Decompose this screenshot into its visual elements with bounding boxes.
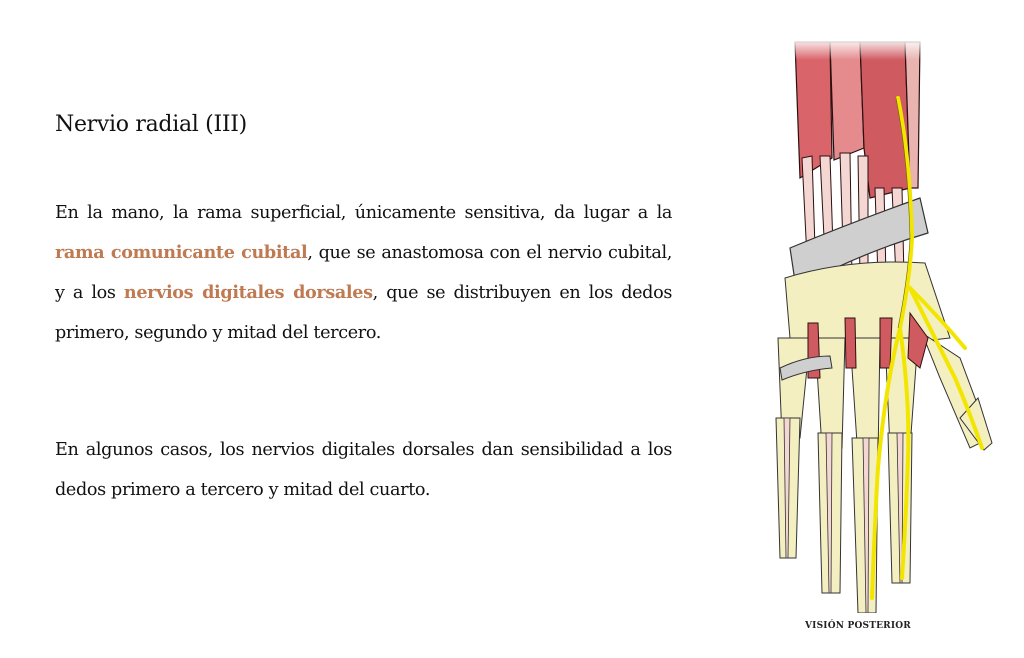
hand-anatomy-illustration xyxy=(760,38,1000,613)
paragraph-text: En la mano, la rama superficial, únicamente sensitiva, da lugar a la xyxy=(55,203,672,223)
link-nervios-digitales-dorsales[interactable]: nervios digitales dorsales xyxy=(123,282,373,303)
slide-title: Nervio radial (III) xyxy=(55,112,247,137)
paragraph-radial-hand xyxy=(55,193,672,353)
paragraph-text: , que se anastomosa con el nervio cubital, y a los xyxy=(55,243,673,303)
paragraph-text: , que se distribuyen en los dedos primero, segundo y mitad del tercero. xyxy=(55,283,673,343)
link-rama-comunicante-cubital[interactable]: rama comunicante cubital xyxy=(55,242,308,263)
paragraph-variants: En algunos casos, los nervios digitales dorsales dan sensibilidad a los dedos primero a tercero y mitad del cuarto. xyxy=(55,440,672,500)
figure-caption: VISIÓN POSTERIOR xyxy=(805,621,911,631)
finger-tendons xyxy=(784,418,903,613)
fingers xyxy=(776,398,992,613)
